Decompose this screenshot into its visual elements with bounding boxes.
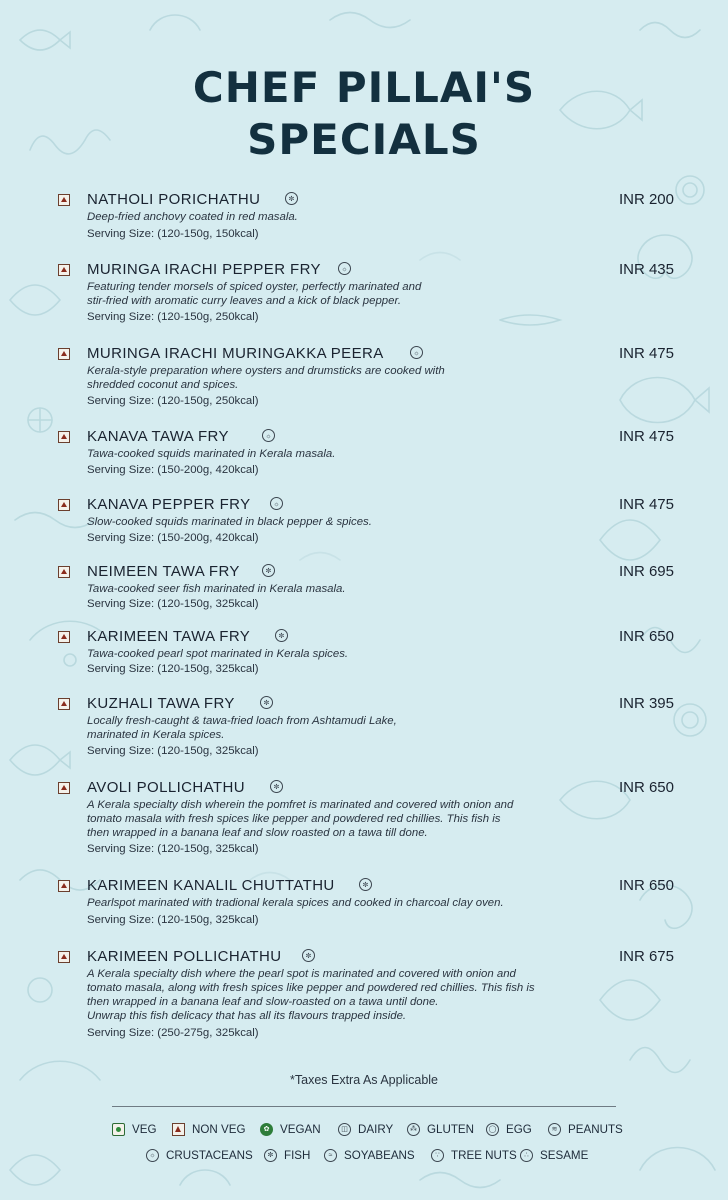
crustaceans-icon: ☼ — [410, 346, 423, 359]
legend-label: NON VEG — [192, 1123, 246, 1136]
item-serving-size: Serving Size: (120-150g, 325kcal) — [87, 914, 259, 926]
item-description — [87, 447, 627, 461]
legend-label: EGG — [506, 1123, 532, 1136]
item-serving-size: Serving Size: (120-150g, 250kcal) — [87, 395, 259, 407]
non-veg-icon — [58, 782, 70, 794]
vegan-icon: ✿ — [260, 1123, 273, 1136]
gluten-icon: ⁂ — [407, 1123, 420, 1136]
tree-nuts-icon: ∵ — [431, 1149, 444, 1162]
item-serving-size: Serving Size: (120-150g, 325kcal) — [87, 663, 259, 675]
legend-label: SOYABEANS — [344, 1149, 415, 1162]
item-description — [87, 647, 627, 661]
item-name: KARIMEEN POLLICHATHU — [87, 948, 282, 965]
description-line: Deep-fried anchovy coated in red masala. — [87, 211, 298, 223]
description-line: Tawa-cooked pearl spot marinated in Kerala spices. — [87, 648, 349, 660]
legend-label: PEANUTS — [568, 1123, 623, 1136]
sesame-icon: ∴ — [520, 1149, 533, 1162]
peanuts-icon: ≋ — [548, 1123, 561, 1136]
allergen-legend-row-2 — [0, 1148, 728, 1164]
description-line: tomato masala, along with fresh spices like pepper and powdered red chillies. This fish is — [87, 982, 535, 994]
fish-icon: ✼ — [285, 192, 298, 205]
non-veg-icon — [58, 631, 70, 643]
item-serving-size: Serving Size: (120-150g, 250kcal) — [87, 311, 259, 323]
item-description — [87, 515, 627, 529]
page-title-line1: CHEF PILLAI'S — [192, 63, 536, 112]
item-name: NEIMEEN TAWA FRY — [87, 563, 240, 580]
description-line: stir-fried with aromatic curry leaves and a kick of black pepper. — [87, 295, 402, 307]
item-serving-size: Serving Size: (120-150g, 325kcal) — [87, 745, 259, 757]
fish-icon: ✼ — [270, 780, 283, 793]
item-serving-size: Serving Size: (120-150g, 325kcal) — [87, 598, 259, 610]
description-line: Pearlspot marinated with tradional kerala spices and cooked in charcoal clay oven. — [87, 897, 504, 909]
non-veg-icon — [58, 431, 70, 443]
item-name: AVOLI POLLICHATHU — [87, 779, 245, 796]
legend-label: GLUTEN — [427, 1123, 475, 1136]
legend-label: DAIRY — [358, 1123, 394, 1136]
item-description — [87, 280, 627, 308]
non-veg-icon — [58, 698, 70, 710]
fish-icon: ✼ — [262, 564, 275, 577]
crustaceans-icon: ☼ — [262, 429, 275, 442]
footer-divider — [112, 1106, 616, 1107]
description-line: Tawa-cooked squids marinated in Kerala masala. — [87, 448, 336, 460]
item-price: INR 650 — [618, 877, 674, 894]
item-description — [87, 714, 627, 742]
item-serving-size: Serving Size: (120-150g, 150kcal) — [87, 228, 259, 240]
item-serving-size: Serving Size: (120-150g, 325kcal) — [87, 843, 259, 855]
fish-icon: ✼ — [275, 629, 288, 642]
item-name: MURINGA IRACHI MURINGAKKA PEERA — [87, 345, 384, 362]
legend-label: VEG — [132, 1123, 157, 1136]
description-line: shredded coconut and spices. — [87, 379, 239, 391]
item-price: INR 695 — [618, 563, 674, 580]
description-line: Slow-cooked squids marinated in black pepper & spices. — [87, 516, 372, 528]
non-veg-icon — [58, 499, 70, 511]
item-name: NATHOLI PORICHATHU — [87, 191, 261, 208]
egg-icon: ◯ — [486, 1123, 499, 1136]
page-title — [0, 62, 728, 166]
fish-icon: ✼ — [359, 878, 372, 891]
legend-label: SESAME — [540, 1149, 589, 1162]
item-description — [87, 798, 627, 840]
description-line: Locally fresh-caught & tawa-fried loach from Ashtamudi Lake, — [87, 715, 397, 727]
allergen-legend-row-1 — [0, 1122, 728, 1138]
item-price: INR 200 — [618, 191, 674, 208]
description-line: A Kerala specialty dish where the pearl spot is marinated and covered with onion and — [87, 968, 516, 980]
item-description — [87, 896, 627, 910]
legend-label: TREE NUTS — [451, 1149, 517, 1162]
fish-icon: ✼ — [260, 696, 273, 709]
legend-label: VEGAN — [280, 1123, 321, 1136]
item-description — [87, 210, 627, 224]
item-price: INR 650 — [618, 779, 674, 796]
non-veg-icon — [172, 1123, 185, 1136]
item-serving-size: Serving Size: (150-200g, 420kcal) — [87, 464, 259, 476]
description-line: marinated in Kerala spices. — [87, 729, 225, 741]
page-title-line2: SPECIALS — [247, 115, 481, 164]
fish-icon: ✼ — [264, 1149, 277, 1162]
item-description — [87, 364, 627, 392]
soyabeans-icon: ≈ — [324, 1149, 337, 1162]
item-name: KUZHALI TAWA FRY — [87, 695, 235, 712]
taxes-note: *Taxes Extra As Applicable — [290, 1073, 438, 1087]
item-serving-size: Serving Size: (250-275g, 325kcal) — [87, 1027, 259, 1039]
description-line: Tawa-cooked seer fish marinated in Kerala masala. — [87, 583, 346, 595]
veg-icon — [112, 1123, 125, 1136]
item-price: INR 475 — [618, 428, 674, 445]
non-veg-icon — [58, 566, 70, 578]
non-veg-icon — [58, 348, 70, 360]
item-price: INR 650 — [618, 628, 674, 645]
description-line: Unwrap this fish delicacy that has all its flavours trapped inside. — [87, 1010, 407, 1022]
item-serving-size: Serving Size: (150-200g, 420kcal) — [87, 532, 259, 544]
item-price: INR 675 — [618, 948, 674, 965]
fish-icon: ✼ — [302, 949, 315, 962]
non-veg-icon — [58, 880, 70, 892]
item-name: MURINGA IRACHI PEPPER FRY — [87, 261, 321, 278]
item-name: KARIMEEN TAWA FRY — [87, 628, 251, 645]
item-price: INR 475 — [618, 345, 674, 362]
crustaceans-icon: ☼ — [338, 262, 351, 275]
description-line: Featuring tender morsels of spiced oyster, perfectly marinated and — [87, 281, 422, 293]
description-line: A Kerala specialty dish wherein the pomfret is marinated and covered with onion and — [87, 799, 514, 811]
crustaceans-icon: ☼ — [270, 497, 283, 510]
non-veg-icon — [58, 194, 70, 206]
legend-label: CRUSTACEANS — [166, 1149, 253, 1162]
description-line: Kerala-style preparation where oysters and drumsticks are cooked with — [87, 365, 445, 377]
item-price: INR 395 — [618, 695, 674, 712]
description-line: tomato masala with fresh spices like pepper and powdered red chillies. This fish is — [87, 813, 501, 825]
item-name: KANAVA PEPPER FRY — [87, 496, 251, 513]
dairy-icon: ◫ — [338, 1123, 351, 1136]
item-name: KARIMEEN KANALIL CHUTTATHU — [87, 877, 335, 894]
item-price: INR 475 — [618, 496, 674, 513]
legend-label: FISH — [284, 1149, 311, 1162]
item-description — [87, 967, 627, 1023]
item-description — [87, 582, 627, 596]
non-veg-icon — [58, 264, 70, 276]
crustaceans-icon: ☼ — [146, 1149, 159, 1162]
non-veg-icon — [58, 951, 70, 963]
description-line: then wrapped in a banana leaf and slow roasted on a tawa till done. — [87, 827, 428, 839]
item-price: INR 435 — [618, 261, 674, 278]
description-line: then wrapped in a banana leaf and slow-roasted on a tawa until done. — [87, 996, 439, 1008]
item-name: KANAVA TAWA FRY — [87, 428, 229, 445]
